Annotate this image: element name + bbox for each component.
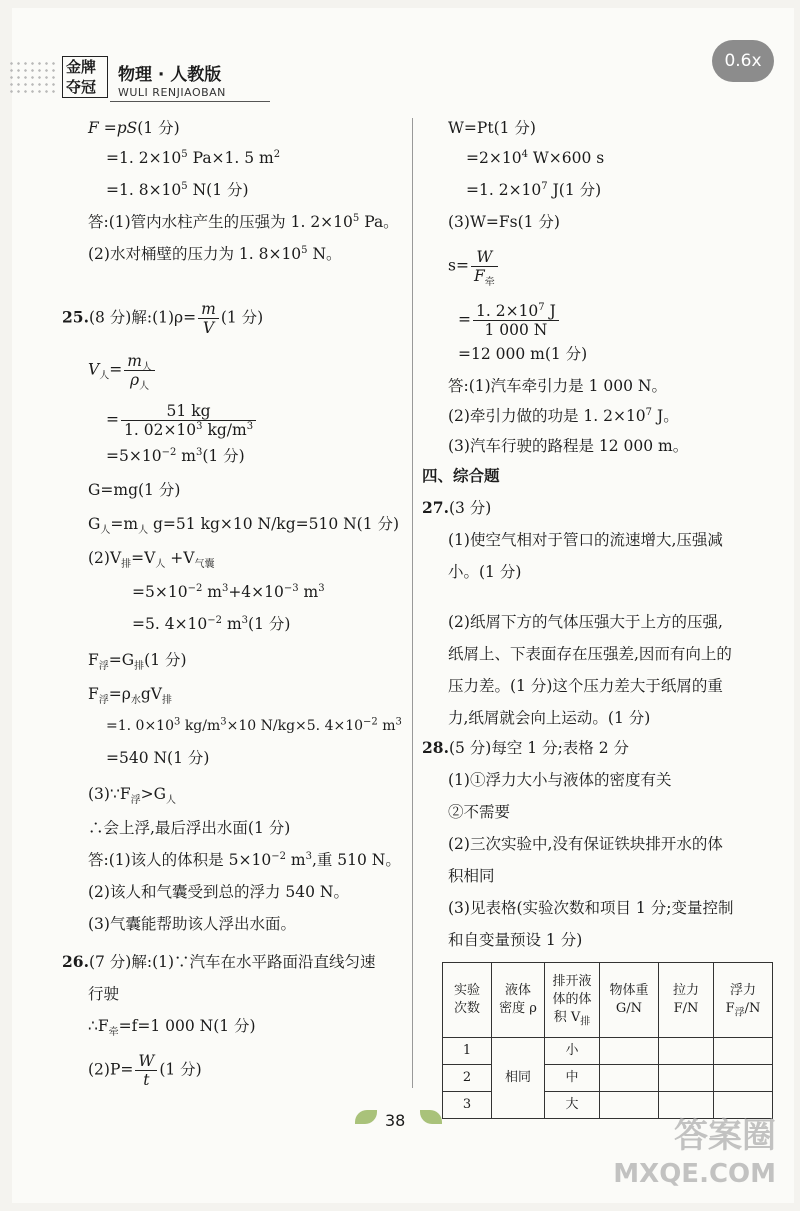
formula-line: =1. $8\times 10^5$ N(1 分) bbox=[106, 180, 249, 199]
answer-line: (2)水对桶壁的压力为 1. $8\times 10^5$ N。 bbox=[88, 244, 342, 263]
text-line: 力,纸屑就会向上运动。(1 分) bbox=[448, 709, 651, 727]
table-cell: 2 bbox=[443, 1065, 492, 1092]
formula-line: $G_人=m_人$ g=51 kg×10 N/kg=510 N(1 分) bbox=[88, 515, 400, 537]
formula-line: = $\frac{51 kg}{1. 02\times 10^3 kg/m^3}$ bbox=[106, 402, 258, 439]
table-cell bbox=[600, 1092, 659, 1119]
answer-line: 答:(1)管内水柱产生的压强为 1. $2\times 10^5$ Pa。 bbox=[88, 212, 399, 231]
table-cell: 1 bbox=[443, 1038, 492, 1065]
formula-line: =1. $2\times 10^5$ Pa×1. 5 $m^2$ bbox=[106, 148, 281, 167]
text-line: 压力差。(1 分)这个压力差大于纸屑的重 bbox=[448, 677, 723, 695]
experiment-table bbox=[442, 962, 773, 1119]
question-number: 27. bbox=[422, 498, 449, 517]
text-line: 小。(1 分) bbox=[448, 563, 522, 581]
table-header-cell: 浮力 $F_浮/N$ bbox=[714, 963, 773, 1038]
section-heading: 四、综合题 bbox=[422, 466, 500, 485]
formula-line: =540 N(1 分) bbox=[106, 749, 210, 767]
table-cell bbox=[659, 1038, 714, 1065]
question-25-line: 25.(8 分)解:(1)ρ= $\frac{m}{V}$ (1 分) bbox=[62, 300, 264, 337]
table-cell: 小 bbox=[545, 1038, 600, 1065]
table-cell: 中 bbox=[545, 1065, 600, 1092]
table-header-cell: 物体重 G/N bbox=[600, 963, 659, 1038]
formula-line: $(3)\because F_浮>G_人$ bbox=[88, 785, 176, 807]
formula-line: $F_浮=G_排(1$ 分) bbox=[88, 651, 187, 673]
text-line: (3)见表格(实验次数和项目 1 分;变量控制 bbox=[448, 899, 734, 917]
formula-line: F =pS(1 分) bbox=[88, 119, 180, 137]
formula-line: =5. $4\times 10^{-2}$ $m^3(1$ 分) bbox=[132, 614, 291, 633]
watermark-url: MXQE.COM bbox=[613, 1159, 776, 1189]
page-number: 38 bbox=[385, 1111, 406, 1130]
table-cell bbox=[714, 1038, 773, 1065]
question-26-line: 26.(7 分)解:(1)∵汽车在水平路面沿直线匀速 bbox=[62, 952, 376, 971]
logo-line-1: 金牌 bbox=[66, 58, 97, 76]
answer-line: 答:(1)该人的体积是 $5\times 10^{-2}$ $m^3$,重 510 N。 bbox=[88, 850, 401, 869]
answer-line: (2)牵引力做的功是 1. $2\times 10^7$ J。 bbox=[448, 406, 679, 425]
table-cell: 相同 bbox=[492, 1038, 545, 1119]
text-line: 纸屑上、下表面存在压强差,因而有向上的 bbox=[448, 645, 732, 663]
formula-line: (3)W=Fs(1 分) bbox=[448, 213, 560, 231]
answer-line: 答:(1)汽车牵引力是 1 000 N。 bbox=[448, 377, 667, 395]
text-line: 积相同 bbox=[448, 867, 495, 885]
watermark bbox=[613, 1117, 776, 1193]
table-cell bbox=[600, 1065, 659, 1092]
text-line: (1)①浮力大小与液体的密度有关 bbox=[448, 771, 672, 789]
question-27-line: 27.(3 分) bbox=[422, 498, 492, 517]
text-line: ②不需要 bbox=[448, 803, 511, 821]
book-subtitle: WULI RENJIAOBAN bbox=[118, 86, 226, 99]
formula-line: $=5\times 10^{-2}$ $m^3(1$ 分) bbox=[106, 446, 245, 465]
formula-line: W=Pt(1 分) bbox=[448, 119, 536, 137]
formula-line: $\therefore F_牵=f=1$ 000 N(1 分) bbox=[88, 1017, 256, 1039]
question-number: 26. bbox=[62, 952, 89, 971]
text-line: 行驶 bbox=[88, 985, 120, 1003]
table-cell: 3 bbox=[443, 1092, 492, 1119]
question-number: 25. bbox=[62, 307, 89, 327]
table-cell bbox=[659, 1092, 714, 1119]
question-number: 28. bbox=[422, 738, 449, 757]
answer-line: (3)汽车行驶的路程是 12 000 m。 bbox=[448, 437, 689, 455]
brand-logo bbox=[62, 56, 108, 98]
formula-line: $=5\times 10^{-2}$ $m^3+4\times 10^{-3}$ $m^3$ bbox=[132, 582, 325, 601]
formula-line: =1. $0\times 10^3$ $kg/m^3\times 10$ N/kg×5. $4\times 10^{-2}$ $m^3$ bbox=[106, 716, 402, 734]
text-line: (1)使空气相对于管口的流速增大,压强减 bbox=[448, 531, 723, 549]
formula-line: (2)P= $\frac{W}{t}$ (1 分) bbox=[88, 1052, 202, 1089]
question-28-line: 28.(5 分)每空 1 分;表格 2 分 bbox=[422, 738, 630, 757]
table-cell bbox=[600, 1038, 659, 1065]
formula-line: s= $\frac{W}{F_牵}$ bbox=[448, 248, 500, 285]
watermark-text: 答案圈 bbox=[674, 1116, 776, 1156]
playback-speed-button[interactable]: 0.6x bbox=[712, 40, 774, 82]
formula-line: $(2)V_排=V_人 +V_{气囊}$ bbox=[88, 549, 215, 571]
formula-line: =12 000 m(1 分) bbox=[458, 345, 588, 363]
table-header-cell: 液体 密度 ρ bbox=[492, 963, 545, 1038]
answer-line: (3)气囊能帮助该人浮出水面。 bbox=[88, 915, 296, 933]
table-cell bbox=[714, 1065, 773, 1092]
column-divider bbox=[412, 118, 413, 1088]
formula-line: =1. $2\times 10^7$ J(1 分) bbox=[466, 180, 602, 199]
logo-line-2: 夺冠 bbox=[66, 78, 97, 96]
table-header-cell: 拉力 F/N bbox=[659, 963, 714, 1038]
table-cell bbox=[714, 1092, 773, 1119]
text-line: (2)三次实验中,没有保证铁块排开水的体 bbox=[448, 835, 723, 853]
header-dot-pattern bbox=[8, 60, 58, 96]
formula-line: G=mg(1 分) bbox=[88, 481, 181, 499]
table-cell: 大 bbox=[545, 1092, 600, 1119]
formula-line: $=2\times 10^4$ W×600 s bbox=[466, 148, 605, 167]
book-title: 物理 · 人教版 bbox=[118, 65, 222, 85]
table-header-row bbox=[443, 963, 773, 1038]
table-header-cell: 实验 次数 bbox=[443, 963, 492, 1038]
formula-line: $V_人=$ $\frac{m_人}{\rho_人}$ bbox=[88, 352, 157, 389]
text-line: (2)纸屑下方的气体压强大于上方的压强, bbox=[448, 613, 723, 631]
answer-line: (2)该人和气囊受到总的浮力 540 N。 bbox=[88, 883, 349, 901]
table-cell bbox=[659, 1065, 714, 1092]
header-rule bbox=[110, 101, 270, 102]
table-header-cell: 排开液 体的体 积 $V_排$ bbox=[545, 963, 600, 1038]
text-line: 和自变量预设 1 分) bbox=[448, 931, 583, 949]
formula-line: $F_浮=\rho_水gV_排$ bbox=[88, 685, 172, 707]
table-row bbox=[443, 1038, 773, 1065]
formula-line: ∴会上浮,最后浮出水面(1 分) bbox=[88, 819, 291, 837]
formula-line: = $\frac{1. 2\times 10^7 J}{1 000 N}$ bbox=[458, 302, 561, 339]
